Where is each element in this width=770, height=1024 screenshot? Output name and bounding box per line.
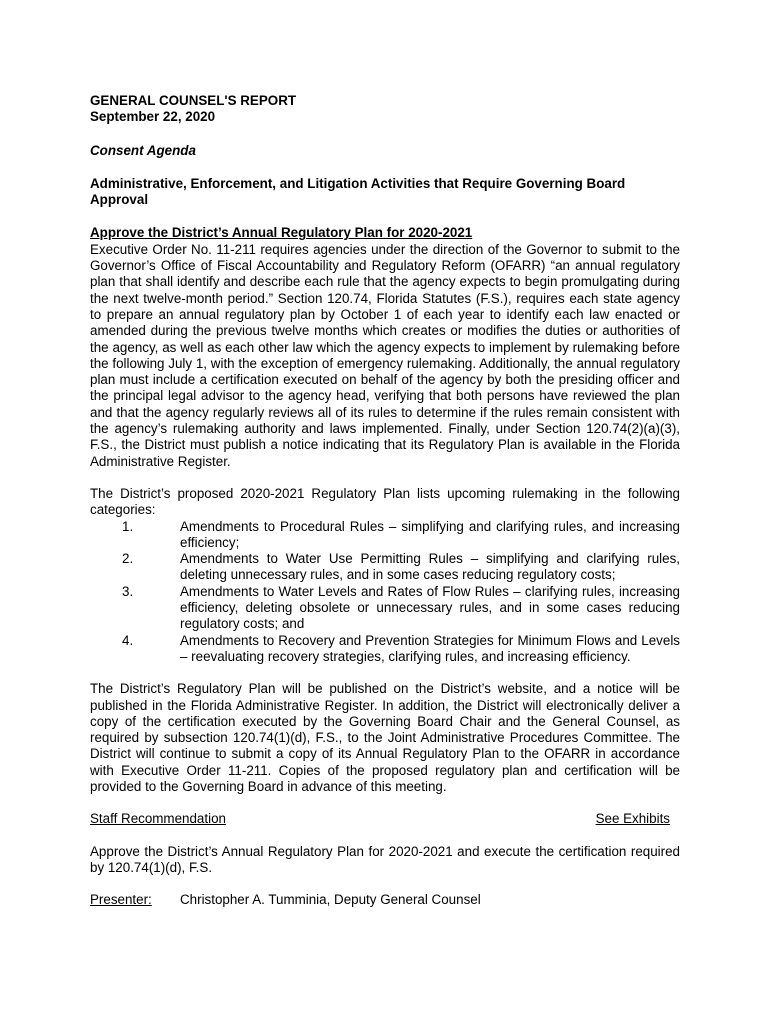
list-item-text: Amendments to Water Use Permitting Rules – simplifying and clarifying rules, deleting unnecessary rules, and in some cases reducing regulatory costs; [180,551,680,583]
report-page [90,93,680,908]
presenter-label: Presenter: [90,892,152,908]
agenda-heading: Consent Agenda [90,142,196,158]
list-intro: The District’s proposed 2020-2021 Regulatory Plan lists upcoming rulemaking in the following categories: [90,485,680,518]
report-date: September 22, 2020 [90,109,216,125]
recommendation-text: Approve the District’s Annual Regulatory Plan for 2020-2021 and execute the certification required by 120.74(1)(d), F.S. [90,843,680,875]
list-item-number: 3. [122,583,134,599]
list-item-text: Amendments to Water Levels and Rates of Flow Rules – clarifying rules, increasing efficiency, deleting obsolete or unnecessary rules, and in some cases reducing regulatory costs; and [180,583,680,632]
list-item [90,584,680,633]
category-list [90,519,680,666]
see-exhibits-link[interactable]: See Exhibits [595,811,670,827]
list-item-number: 2. [122,551,134,567]
list-item-number: 1. [122,518,134,534]
item-paragraph-3: The District’s Regulatory Plan will be published on the District’s website, and a notice will be published in the Florida Administrative Register. In addition, the District will electronically deliver a copy of the certification executed by the Governing Board Chair and the General Counsel, as required by subsection 120.74(1)(d), F.S., to the Joint Administrative Procedures Committee. The District will continue to submit a copy of its Annual Regulatory Plan to the OFARR in accordance with Executive Order 11-211. Copies of the proposed regulatory plan and certification will be provided to the Governing Board in advance of this meeting. [90,681,680,794]
staff-recommendation-label: Staff Recommendation [90,811,226,827]
item-paragraph-1: Executive Order No. 11-211 requires agencies under the direction of the Governor to submit to the Governor’s Office of Fiscal Accountability and Regulatory Reform (OFARR) “an annual regulatory plan that shall identify and describe each rule that the agency expects to begin promulgating during the next twelve-month period.” Section 120.74, Florida Statutes (F.S.), requires each state agency to prepare an annual regulatory plan by October 1 of each year to identify each law enacted or amended during the previous twelve months which creates or modifies the duties or authorities of the agency, as well as each other law which the agency expects to implement by rulemaking before the following July 1, with the exception of emergency rulemaking. Additionally, the annual regulatory plan must include a certification executed on behalf of the agency by both the presiding officer and the principal legal advisor to the agency head, verifying that both persons have reviewed the plan and that the agency regularly reviews all of its rules to determine if the rules remain consistent with the agency’s rulemaking authority and laws implemented. Finally, under Section 120.74(2)(a)(3), F.S., the District must publish a notice indicating that its Regulatory Plan is available in the Florida Administrative Register. [90,241,680,469]
recommendation-header [90,811,670,827]
list-item [90,633,680,666]
list-item-number: 4. [122,632,134,648]
list-item [90,551,680,584]
list-item-text: Amendments to Recovery and Prevention Strategies for Minimum Flows and Levels – reevaluating recovery strategies, clarifying rules, and increasing efficiency. [180,632,680,664]
section-heading: Administrative, Enforcement, and Litigation Activities that Require Governing Board Approval [90,175,626,208]
report-title: GENERAL COUNSEL'S REPORT [90,93,297,108]
item-title: Approve the District’s Annual Regulatory Plan for 2020-2021 [90,225,473,241]
list-item-text: Amendments to Procedural Rules – simplifying and clarifying rules, and increasing efficiency; [180,518,680,550]
list-item [90,519,680,552]
presenter-name: Christopher A. Tumminia, Deputy General Counsel [180,892,481,908]
presenter-row [90,892,680,908]
